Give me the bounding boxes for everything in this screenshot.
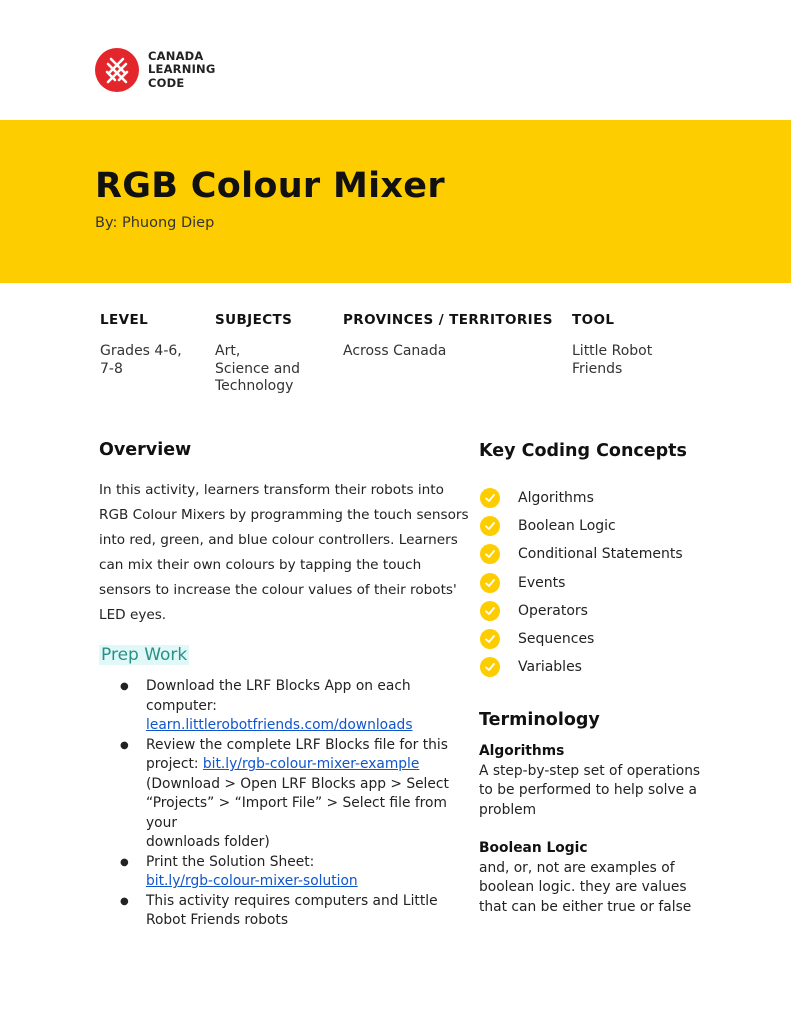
meta-value: [572, 343, 652, 378]
term-definition-line: boolean logic. they are values: [479, 879, 687, 895]
meta-value-line: Friends: [572, 360, 623, 377]
list-item: [120, 736, 465, 853]
concept-label: Operators: [518, 602, 588, 619]
meta-value-line: Science and: [215, 360, 301, 377]
key-concepts-heading: Key Coding Concepts: [479, 441, 687, 461]
concept-label: Conditional Statements: [518, 546, 683, 563]
key-concepts-list: [480, 484, 683, 681]
prep-work-list: [120, 677, 465, 931]
downloads-link[interactable]: learn.littlerobotfriends.com/downloads: [146, 717, 413, 733]
concept-item: [480, 625, 683, 653]
page-title: RGB Colour Mixer: [95, 166, 445, 206]
overview-text: In this activity, learners transform their robots into RGB Colour Mixers by programming the touch sensors into red, green, and blue colour controllers. Learners can mix their own colours by tapping the touch sensors to increase the colour values of their robots' LED eyes.: [99, 482, 469, 623]
check-circle-icon: [480, 657, 500, 677]
concept-label: Sequences: [518, 631, 595, 648]
check-circle-icon: [480, 629, 500, 649]
meta-value: [343, 343, 553, 361]
term-name: Boolean Logic: [479, 840, 588, 856]
term-definition: [479, 859, 719, 918]
meta-value: [100, 343, 182, 378]
concept-label: Variables: [518, 659, 582, 676]
list-item-text: ● This activity requires computers and Little: [146, 892, 438, 909]
overview-heading: Overview: [99, 440, 192, 460]
meta-value-line: 7-8: [100, 360, 123, 377]
term-name: Algorithms: [479, 743, 565, 759]
term-definition-line: problem: [479, 801, 537, 818]
concept-label: Events: [518, 574, 566, 591]
meta-value-line: Art,: [215, 343, 241, 359]
concept-item: [480, 597, 683, 625]
list-item-text: (Download > Open LRF Blocks app > Select: [146, 775, 449, 792]
list-item-text: Robot Friends robots: [146, 912, 289, 928]
list-item: [120, 677, 465, 736]
concept-label: Algorithms: [518, 490, 594, 507]
term-definition-line: to be performed to help solve a: [479, 782, 697, 798]
meta-value: [215, 343, 300, 396]
list-item-text: computer:: [146, 697, 217, 714]
list-item-text: ● Review the complete LRF Blocks file for this: [146, 736, 448, 753]
list-item: [120, 853, 465, 892]
meta-subjects: [215, 312, 300, 396]
list-item: [120, 892, 465, 931]
term-definition: [479, 762, 719, 821]
check-circle-icon: [480, 573, 500, 593]
logo-wordmark: [148, 50, 216, 91]
brand-logo: [95, 48, 216, 92]
check-circle-icon: [480, 601, 500, 621]
meta-label: SUBJECTS: [215, 312, 293, 328]
meta-provinces: [343, 312, 553, 361]
list-item-text: ● Print the Solution Sheet:: [146, 853, 315, 870]
prep-work-heading: Prep Work: [101, 645, 188, 665]
check-circle-icon: [480, 516, 500, 536]
list-item-text: project:: [146, 756, 203, 772]
check-circle-icon: [480, 488, 500, 508]
logo-line: CODE: [148, 75, 185, 90]
concept-item: [480, 484, 683, 512]
list-item-text: ● Download the LRF Blocks App on each: [146, 678, 411, 694]
logo-line: CANADA: [148, 48, 204, 63]
meta-value-line: Little Robot: [572, 343, 653, 359]
meta-label: LEVEL: [100, 312, 149, 328]
concept-label: Boolean Logic: [518, 518, 616, 535]
list-item-text: downloads folder): [146, 834, 270, 850]
term-definition-line: that can be either true or false: [479, 898, 692, 915]
meta-value-line: Across Canada: [343, 343, 447, 359]
check-circle-icon: [480, 544, 500, 564]
solution-sheet-link[interactable]: bit.ly/rgb-colour-mixer-solution: [146, 873, 358, 889]
canada-learning-code-logo-icon: [95, 48, 139, 92]
term-boolean-logic: [479, 839, 719, 917]
terminology-heading: Terminology: [479, 710, 600, 730]
meta-value-line: Grades 4-6,: [100, 343, 182, 359]
meta-tool: [572, 312, 652, 378]
meta-value-line: Technology: [215, 378, 294, 394]
concept-item: [480, 540, 683, 568]
concept-item: [480, 653, 683, 681]
example-file-link[interactable]: bit.ly/rgb-colour-mixer-example: [202, 756, 420, 772]
meta-label: PROVINCES / TERRITORIES: [343, 312, 553, 328]
list-item-text: “Projects” > “Import File” > Select file from your: [146, 795, 447, 831]
author-byline: By: Phuong Diep: [95, 215, 215, 231]
concept-item: [480, 512, 683, 540]
term-algorithms: [479, 742, 719, 820]
concept-item: [480, 569, 683, 597]
logo-line: LEARNING: [148, 62, 216, 77]
meta-level: [100, 312, 182, 378]
term-definition-line: and, or, not are examples of: [479, 859, 675, 876]
meta-label: TOOL: [572, 312, 615, 328]
term-definition-line: A step-by-step set of operations: [479, 762, 701, 779]
